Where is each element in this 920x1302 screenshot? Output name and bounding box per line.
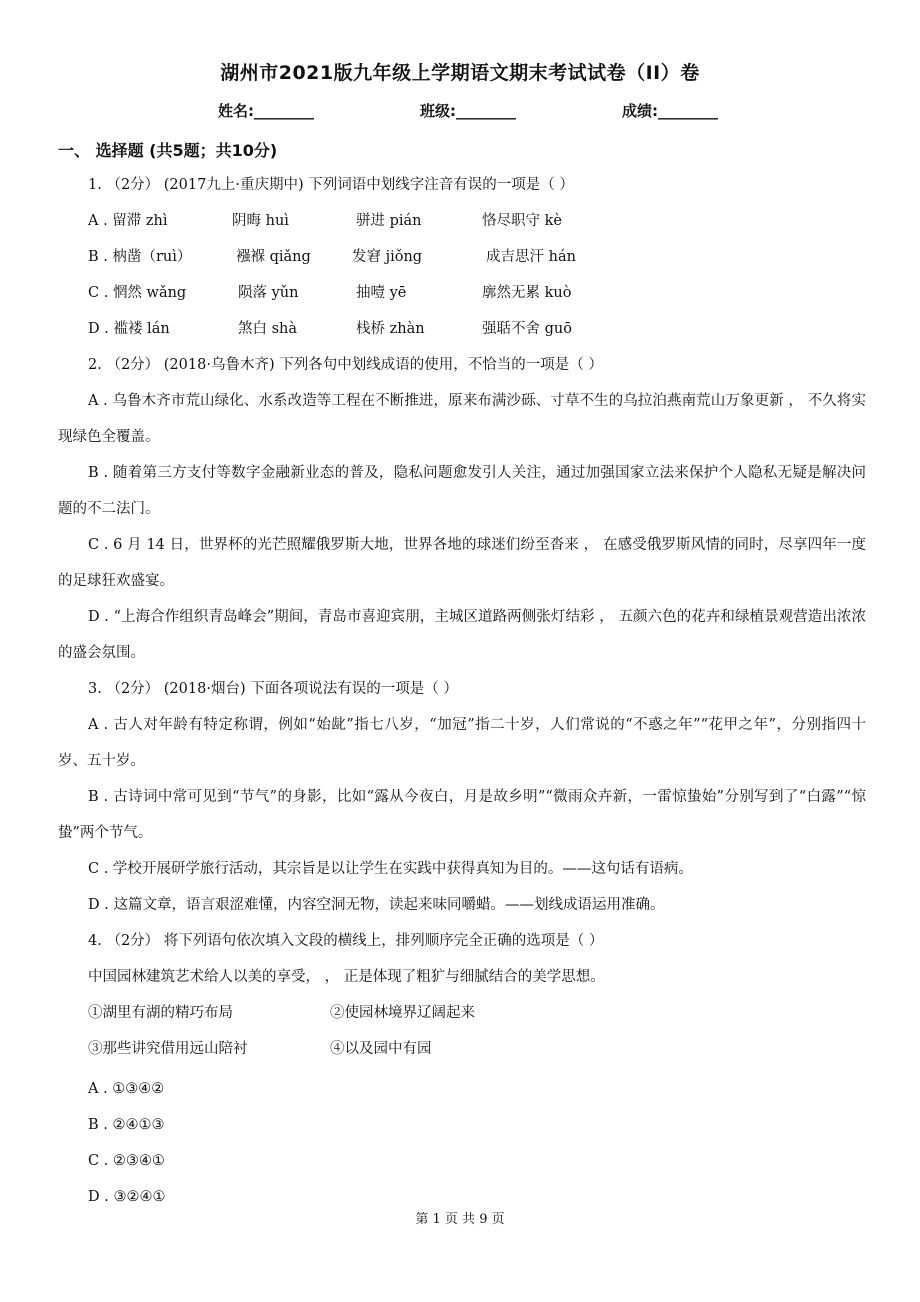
q1-option-a-1: A . 留滞 zhì [88, 213, 168, 229]
q3-option-a: A . 古人对年龄有特定称谓，例如“始龀”指七八岁，“加冠”指二十岁，人们常说的“不惑之年”“花甲之年”，分别指四十岁、五十岁。 [58, 717, 866, 769]
q3-option-d: D . 这篇文章，语言艰涩难懂，内容空洞无物，读起来味同嚼蜡。——划线成语运用准确。 [88, 897, 665, 913]
q4-option-a: A . ①③④② [88, 1081, 165, 1097]
name-field-label: 姓名:________ [218, 102, 314, 120]
q2-option-b: B . 随着第三方支付等数字金融新业态的普及，隐私问题愈发引人关注，通过加强国家立法来保护个人隐私无疑是解决问题的不二法门。 [58, 465, 866, 517]
class-field-label: 班级:________ [420, 102, 516, 120]
q1-option-c-2: 陨落 yǔn [238, 285, 299, 301]
score-field-label: 成绩:________ [622, 102, 718, 120]
student-info-row [0, 100, 920, 122]
q1-option-a-2: 阴晦 huì [232, 213, 289, 229]
q4-option-d: D . ③②④① [88, 1189, 166, 1205]
question-4-stem: 4. （2分） 将下列语句依次填入文段的横线上，排列顺序完全正确的选项是（ ） [88, 933, 604, 949]
q1-option-b-2: 襁褓 qiǎng [236, 249, 311, 265]
q4-option-b: B . ②④①③ [88, 1117, 165, 1133]
q4-sentence-3: ③那些讲究借用远山陪衬 [88, 1041, 248, 1057]
question-1-stem: 1. （2分） (2017九上·重庆期中) 下列词语中划线字注音有误的一项是（ ） [88, 177, 574, 193]
q2-option-c: C . 6 月 14 日，世界杯的光芒照耀俄罗斯大地，世界各地的球迷们纷至沓来 ， 在感受俄罗斯风情的同时，尽享四年一度的足球狂欢盛宴。 [58, 537, 866, 589]
q4-sentence-4: ④以及园中有园 [330, 1041, 432, 1057]
q1-option-a-4: 恪尽职守 kè [482, 213, 562, 229]
q1-option-c-3: 抽噎 yē [356, 285, 407, 301]
question-3-stem: 3. （2分） (2018·烟台) 下面各项说法有误的一项是（ ） [88, 681, 458, 697]
q3-option-b: B . 古诗词中常可见到“节气”的身影，比如“露从今夜白，月是故乡明”“微雨众卉新，一雷惊蛰始”分别写到了“白露”“惊蛰”两个节气。 [58, 789, 866, 841]
q4-sentence-2: ②使园林境界辽阔起来 [330, 1005, 475, 1021]
q4-sentence-1: ①湖里有湖的精巧布局 [88, 1005, 233, 1021]
q1-option-b-4: 成吉思汗 hán [486, 249, 576, 265]
q4-option-c: C . ②③④① [88, 1153, 165, 1169]
q3-option-c: C . 学校开展研学旅行活动，其宗旨是以让学生在实践中获得真知为目的。——这句话有语病。 [88, 861, 693, 877]
question-2-stem: 2. （2分） (2018·乌鲁木齐) 下列各句中划线成语的使用，不恰当的一项是（ ） [88, 357, 603, 373]
q2-option-d: D . “上海合作组织青岛峰会”期间，青岛市喜迎宾朋，主城区道路两侧张灯结彩 ， 五颜六色的花卉和绿植景观营造出浓浓的盛会氛围。 [58, 609, 866, 661]
q1-option-d-4: 强聒不舍 guō [482, 321, 572, 337]
q4-passage: 中国园林建筑艺术给人以美的享受， ， 正是体现了粗犷与细腻结合的美学思想。 [88, 969, 605, 985]
page-footer: 第 1 页 共 9 页 [415, 1212, 505, 1227]
section-heading: 一、 选择题 (共5题；共10分) [58, 141, 278, 160]
q1-option-a-3: 骈进 pián [356, 213, 422, 229]
q1-option-d-2: 煞白 shà [238, 321, 298, 337]
page-title: 湖州市2021版九年级上学期语文期末考试试卷（II）卷 [220, 62, 700, 84]
q1-option-b-3: 发窘 jiǒng [352, 249, 423, 265]
q2-option-a: A . 乌鲁木齐市荒山绿化、水系改造等工程在不断推进，原来布满沙砾、寸草不生的乌拉泊燕南荒山万象更新 ， 不久将实现绿色全覆盖。 [58, 393, 866, 445]
q1-option-b-1: B . 枘凿（ruì） [88, 249, 192, 265]
q1-option-c-1: C . 惘然 wǎng [88, 285, 187, 301]
q1-option-c-4: 廓然无累 kuò [482, 285, 572, 301]
q1-option-d-1: D . 褴褛 lán [88, 321, 170, 337]
q1-option-d-3: 栈桥 zhàn [356, 321, 425, 337]
